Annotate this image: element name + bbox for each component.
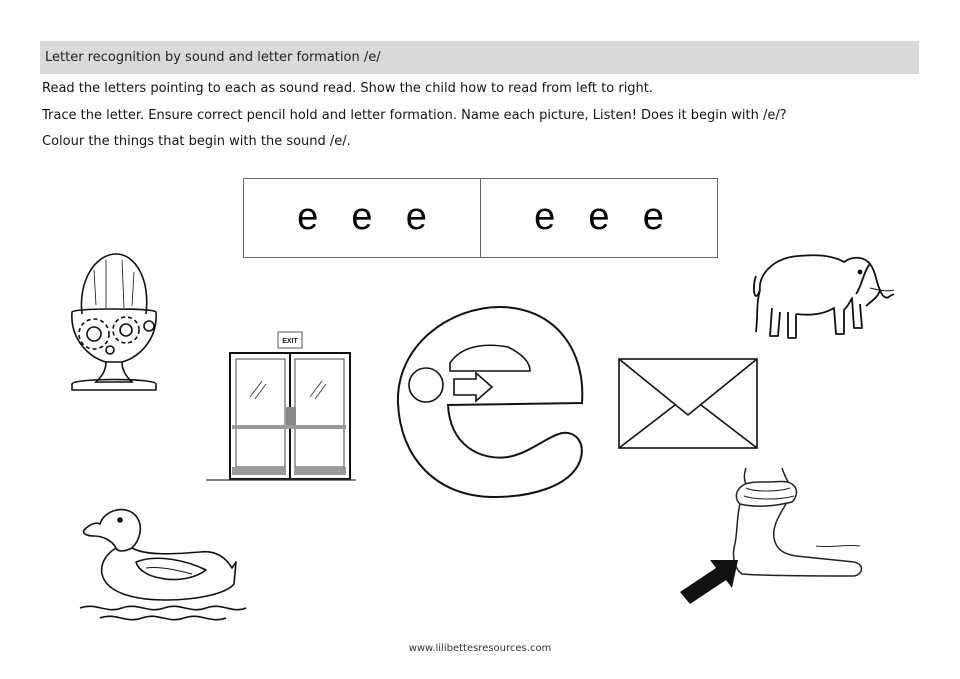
sleeve-cuff — [736, 482, 796, 507]
elbow-picture — [676, 464, 868, 612]
worksheet-title: Letter recognition by sound and letter formation /e/ — [40, 41, 919, 74]
exit-door-picture — [206, 329, 356, 481]
duck-picture — [76, 504, 252, 624]
instruction-read: Read the letters pointing to each as sound read. Show the child how to read from left to right. — [42, 81, 654, 96]
letters-group-right — [481, 179, 717, 257]
pointing-arrow-icon — [680, 560, 738, 604]
start-dot — [409, 368, 443, 402]
letter-e: e — [405, 196, 427, 238]
letter-e-tracing-picture — [390, 305, 590, 500]
envelope-flap — [619, 359, 757, 415]
envelope-picture — [617, 357, 759, 450]
letter-e: e — [351, 196, 373, 238]
letter-e: e — [534, 196, 556, 238]
egg-outline — [81, 254, 146, 314]
elephant-picture — [752, 246, 898, 342]
letter-e: e — [297, 196, 319, 238]
instruction-trace: Trace the letter. Ensure correct pencil hold and letter formation. Name each picture, Listen! Does it begin with /e/? — [42, 108, 787, 123]
letters-box — [243, 178, 718, 258]
duck-body — [84, 510, 236, 600]
arm-outline — [733, 504, 861, 576]
letters-group-left — [244, 179, 481, 257]
instruction-colour: Colour the things that begin with the sound /e/. — [42, 134, 351, 149]
letter-e: e — [642, 196, 664, 238]
egg-cup-picture — [66, 250, 162, 398]
letter-e: e — [588, 196, 610, 238]
envelope-body — [619, 359, 757, 448]
door-handle — [286, 407, 296, 427]
cup-base — [72, 380, 156, 391]
footer-url: www.lilibettesresources.com — [408, 643, 552, 654]
push-bar — [232, 425, 346, 429]
exit-sign-text: EXIT — [282, 338, 298, 345]
